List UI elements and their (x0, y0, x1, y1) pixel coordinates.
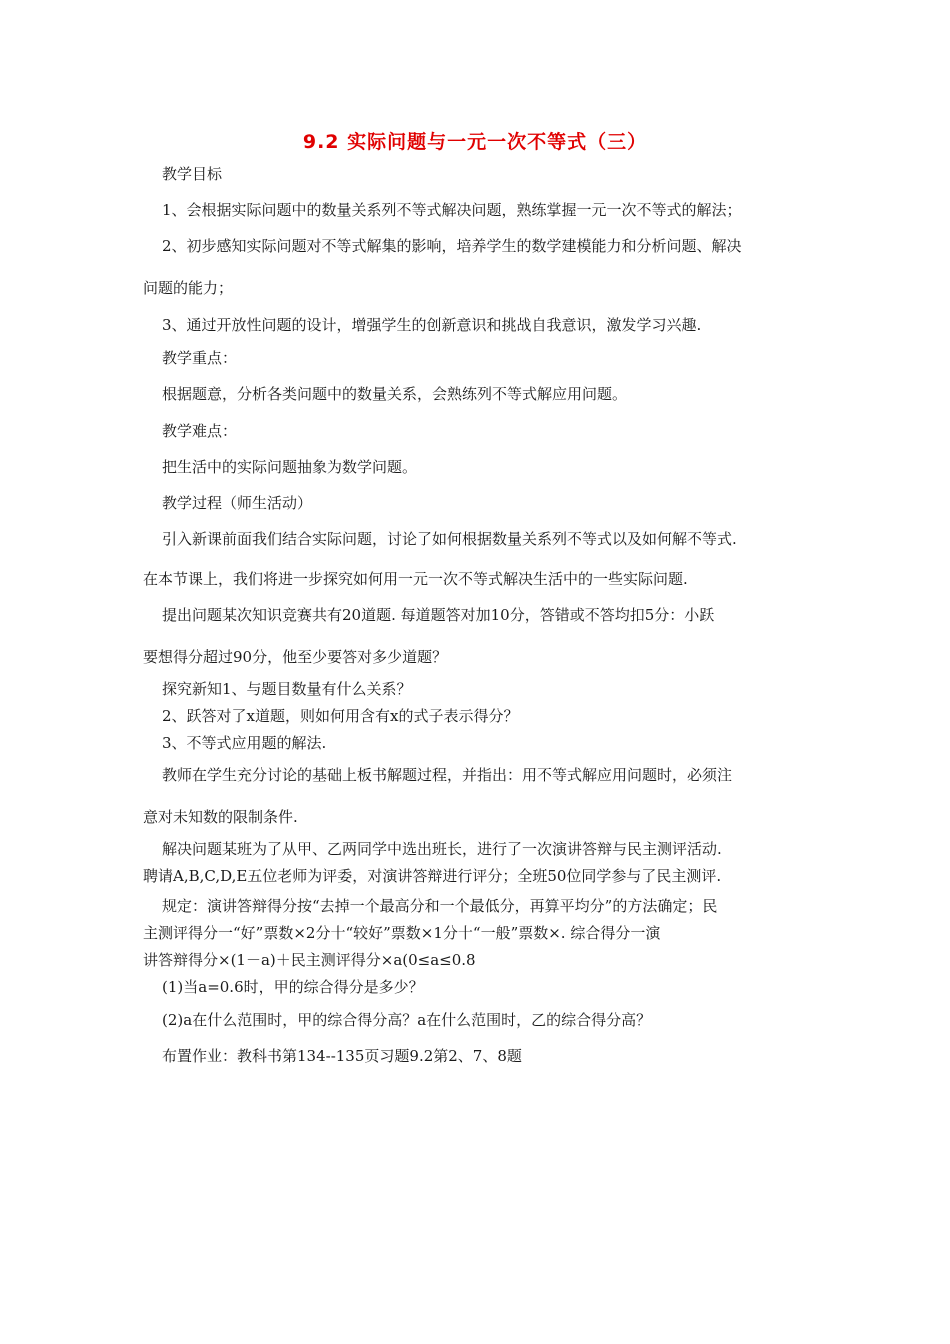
paragraph-line: 意对未知数的限制条件. (143, 808, 298, 826)
section-heading-difficulties: 教学难点： (162, 422, 238, 440)
paragraph-line: 引入新课前面我们结合实际问题，讨论了如何根据数量关系列不等式以及如何解不等式. (162, 530, 737, 548)
homework-line: 布置作业：教科书第134--135页习题9.2第2、7、8题 (162, 1047, 522, 1065)
document-title: 9.2 实际问题与一元一次不等式（三） (302, 131, 648, 153)
paragraph-line: 规定：演讲答辩得分按“去掉一个最高分和一个最低分，再算平均分”的方法确定；民 (162, 897, 718, 915)
section-heading-key-points: 教学重点： (162, 349, 238, 367)
paragraph-line: 讲答辩得分×(1－a)＋民主测评得分×a(0≤a≤0.8 (143, 951, 476, 969)
paragraph-line: 要想得分超过90分，他至少要答对多少道题？ (143, 648, 448, 666)
question-1: (1)当a=0.6时，甲的综合得分是多少？ (162, 978, 424, 996)
paragraph-line: 3、不等式应用题的解法. (162, 734, 327, 752)
paragraph-line: 问题的能力； (143, 279, 234, 297)
section-heading-process: 教学过程（师生活动） (162, 494, 313, 512)
paragraph-line: 提出问题某次知识竞赛共有20道题. 每道题答对加10分，答错或不答均扣5分：小跃 (162, 606, 715, 624)
paragraph-line: 2、跃答对了x道题，则如何用含有x的式子表示得分？ (162, 707, 519, 725)
paragraph-line: 解决问题某班为了从甲、乙两同学中选出班长，进行了一次演讲答辩与民主测评活动. (162, 840, 722, 858)
paragraph-line: 聘请A,B,C,D,E五位老师为评委，对演讲答辩进行评分；全班50位同学参与了民主测评. (143, 867, 722, 885)
paragraph-line: 3、通过开放性问题的设计，增强学生的创新意识和挑战自我意识，激发学习兴趣. (162, 316, 702, 334)
paragraph-line: 在本节课上，我们将进一步探究如何用一元一次不等式解决生活中的一些实际问题. (143, 570, 688, 588)
paragraph-line: 把生活中的实际问题抽象为数学问题。 (162, 458, 418, 476)
paragraph-line: 1、会根据实际问题中的数量关系列不等式解决问题，熟练掌握一元一次不等式的解法； (162, 201, 742, 219)
section-heading-objectives: 教学目标 (162, 165, 223, 183)
paragraph-line: 根据题意，分析各类问题中的数量关系，会熟练列不等式解应用问题。 (162, 385, 628, 403)
paragraph-line: 教师在学生充分讨论的基础上板书解题过程，并指出：用不等式解应用问题时，必须注 (162, 766, 733, 784)
question-2: (2)a在什么范围时，甲的综合得分高？a在什么范围时，乙的综合得分高？ (162, 1011, 652, 1029)
paragraph-line: 主测评得分一“好”票数×2分十“较好”票数×1分十“一般”票数×. 综合得分一演 (143, 924, 661, 942)
paragraph-line: 探究新知1、与题目数量有什么关系？ (162, 680, 412, 698)
paragraph-line: 2、初步感知实际问题对不等式解集的影响，培养学生的数学建模能力和分析问题、解决 (162, 237, 742, 255)
